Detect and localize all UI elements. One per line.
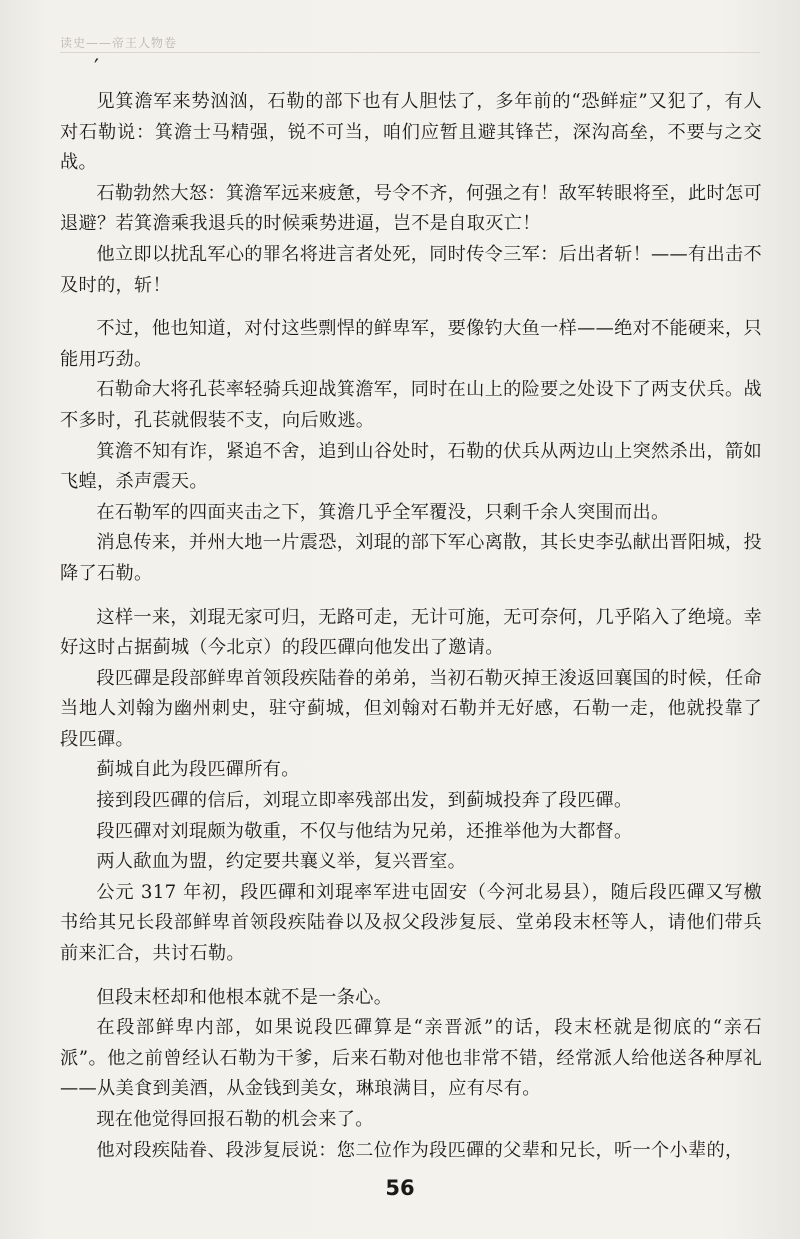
header-rule (60, 52, 760, 53)
paragraph: 在段部鲜卑内部，如果说段匹磾算是“亲晋派”的话，段末柸就是彻底的“亲石派”。他之前曾经认石勒为干爹，后来石勒对他也非常不错，经常派人给他送各种厚礼——从美食到美酒，从金钱到美女，琳琅满目，应有尽有。 (60, 1017, 762, 1100)
paragraph: 不过，他也知道，对付这些剽悍的鲜卑军，要像钓大鱼一样——绝对不能硬来，只能用巧劲。 (60, 318, 762, 370)
paragraph: 公元 317 年初，段匹磾和刘琨率军进屯固安（今河北易县），随后段匹磾又写檄书给其兄长段部鲜卑首领段疾陆眷以及叔父段涉复辰、堂弟段末柸等人，请他们带兵前来汇合，共讨石勒。 (60, 881, 762, 965)
paragraph: 在石勒军的四面夹击之下，箕澹几乎全军覆没，只剩千余人突围而出。 (96, 501, 670, 523)
page-number: 56 (385, 1176, 415, 1200)
paragraph: 箕澹不知有诈，紧追不舍，追到山谷处时，石勒的伏兵从两边山上突然杀出，箭如飞蝗，杀声震天。 (60, 440, 762, 493)
stray-mark: ′ (94, 56, 99, 81)
paragraph: 消息传来，并州大地一片震恐，刘琨的部下军心离散，其长史李弘献出晋阳城，投降了石勒。 (60, 532, 762, 584)
paragraph: 但段末柸却和他根本就不是一条心。 (96, 986, 393, 1008)
paragraph: 石勒勃然大怒：箕澹军远来疲惫，号令不齐，何强之有！敌军转眼将至，此时怎可退避？若箕澹乘我退兵的时候乘势进逼，岂不是自取灭亡！ (60, 182, 762, 235)
running-header: 读史——帝王人物卷 (60, 36, 178, 50)
paragraph: 现在他觉得回报石勒的机会来了。 (96, 1109, 374, 1130)
paragraph: 石勒命大将孔苌率轻骑兵迎战箕澹军，同时在山上的险要之处设下了两支伏兵。战不多时，孔苌就假装不支，向后败逃。 (60, 379, 762, 431)
paragraph: 段匹磾是段部鲜卑首领段疾陆眷的弟弟，当初石勒灭掉王浚返回襄国的时候，任命当地人刘翰为幽州刺史，驻守蓟城，但刘翰对石勒并无好感，石勒一走，他就投靠了段匹磾。 (60, 667, 762, 750)
paragraph: 见箕澹军来势汹汹，石勒的部下也有人胆怯了，多年前的“恐鲜症”又犯了，有人对石勒说：箕澹士马精强，锐不可当，咱们应暂且避其锋芒，深沟高垒，不要与之交战。 (60, 91, 762, 174)
body-text (60, 87, 762, 1166)
paragraph: 他立即以扰乱军心的罪名将进言者处死，同时传令三军：后出者斩！——有出击不及时的，斩！ (60, 243, 762, 296)
paragraph: 他对段疾陆眷、段涉复辰说：您二位作为段匹磾的父辈和兄长，听一个小辈的， (96, 1139, 744, 1161)
paragraph: 接到段匹磾的信后，刘琨立即率残部出发，到蓟城投奔了段匹磾。 (96, 790, 633, 812)
paragraph: 两人歃血为盟，约定要共襄义举，复兴晋室。 (96, 851, 467, 873)
paragraph: 蓟城自此为段匹磾所有。 (96, 759, 300, 781)
paragraph: 段匹磾对刘琨颇为敬重，不仅与他结为兄弟，还推举他为大都督。 (96, 820, 633, 842)
paragraph: 这样一来，刘琨无家可归，无路可走，无计可施，无可奈何，几乎陷入了绝境。幸好这时占据蓟城（今北京）的段匹磾向他发出了邀请。 (60, 606, 762, 659)
